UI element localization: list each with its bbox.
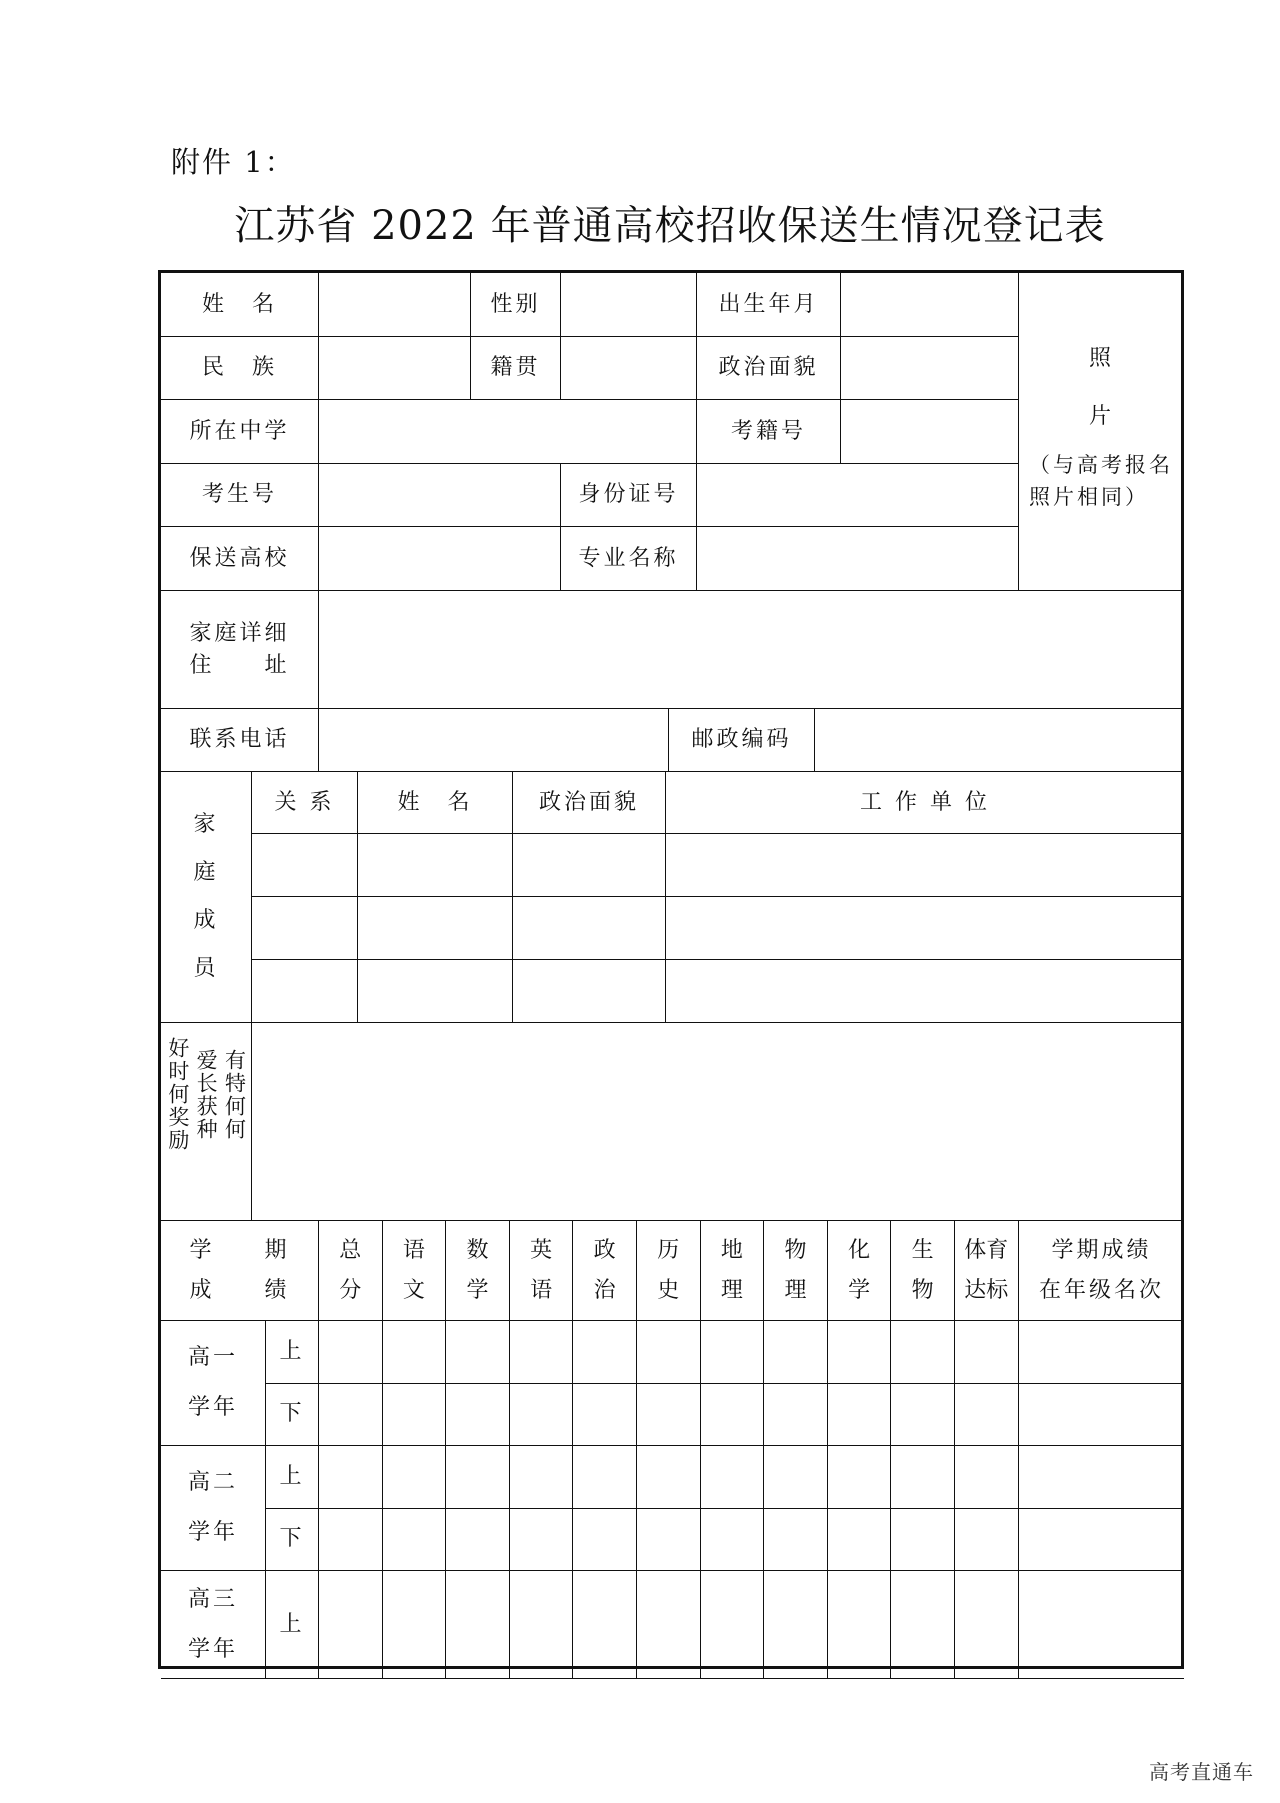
subject-header-line2: 理	[784, 1277, 807, 1303]
hobbies-col: 有特何何	[222, 1048, 247, 1141]
grade-input[interactable]	[510, 1384, 574, 1447]
grade-input[interactable]	[319, 1384, 383, 1447]
subject-header	[828, 1221, 892, 1321]
term-label: 上	[266, 1571, 319, 1679]
grade-input[interactable]	[446, 1384, 510, 1447]
subject-header-line1: 语	[402, 1237, 425, 1263]
exam-reg-label: 考籍号	[697, 400, 841, 464]
family-relation-input[interactable]	[252, 834, 358, 897]
family-name-input[interactable]	[358, 834, 513, 897]
grade-input[interactable]	[891, 1509, 955, 1572]
photo-label-2: 片	[1088, 403, 1114, 429]
family-name-input[interactable]	[358, 897, 513, 960]
subject-header-line2: 语	[530, 1277, 553, 1303]
grade-input[interactable]	[764, 1509, 828, 1572]
subject-header	[955, 1221, 1019, 1321]
grade-input[interactable]	[573, 1571, 637, 1679]
native-place-input[interactable]	[561, 337, 697, 400]
university-label: 保送高校	[161, 527, 319, 591]
major-label: 专业名称	[561, 527, 697, 591]
grade-input[interactable]	[637, 1321, 701, 1384]
family-header-workplace: 工 作 单 位	[666, 772, 1184, 834]
hobbies-input[interactable]	[252, 1023, 1184, 1221]
subject-header-line1: 政	[593, 1237, 616, 1263]
grade-input[interactable]	[637, 1446, 701, 1509]
family-header-relation: 关 系	[252, 772, 358, 834]
grade-input[interactable]	[701, 1321, 765, 1384]
grades-label	[161, 1221, 319, 1321]
term-label: 下	[266, 1384, 319, 1447]
grade-input[interactable]	[510, 1321, 574, 1384]
term-label: 下	[266, 1509, 319, 1572]
subject-header	[891, 1221, 955, 1321]
grade-input[interactable]	[510, 1446, 574, 1509]
address-label-line1: 家庭详细	[189, 620, 290, 646]
family-label-char: 员	[193, 955, 219, 981]
postcode-input[interactable]	[815, 709, 1184, 772]
grade-input[interactable]	[319, 1446, 383, 1509]
school-input[interactable]	[319, 400, 697, 464]
year-label	[161, 1321, 266, 1446]
birth-label: 出生年月	[697, 273, 841, 337]
year-label	[161, 1446, 266, 1571]
family-relation-input[interactable]	[252, 960, 358, 1023]
rank-header	[1019, 1221, 1184, 1321]
subject-header	[637, 1221, 701, 1321]
subject-header-line2: 史	[657, 1277, 680, 1303]
grade-input[interactable]	[510, 1571, 574, 1679]
birth-input[interactable]	[841, 273, 1019, 337]
year-label	[161, 1571, 266, 1679]
phone-label: 联系电话	[161, 709, 319, 772]
year-label-line2: 学年	[187, 1395, 238, 1420]
ethnicity-label: 民 族	[161, 337, 319, 400]
grade-input[interactable]	[891, 1384, 955, 1447]
address-input[interactable]	[319, 591, 1184, 709]
native-place-label: 籍贯	[471, 337, 561, 400]
postcode-label: 邮政编码	[669, 709, 815, 772]
hobbies-col: 爱长获种	[194, 1048, 219, 1141]
subject-header	[701, 1221, 765, 1321]
candidate-no-label: 考生号	[161, 464, 319, 527]
political-label: 政治面貌	[697, 337, 841, 400]
grade-input[interactable]	[764, 1446, 828, 1509]
registration-form	[158, 270, 1184, 1669]
grade-input[interactable]	[764, 1384, 828, 1447]
subject-header	[446, 1221, 510, 1321]
rank-input[interactable]	[1019, 1571, 1184, 1679]
subject-header	[319, 1221, 383, 1321]
grade-input[interactable]	[701, 1384, 765, 1447]
gender-input[interactable]	[561, 273, 697, 337]
university-input[interactable]	[319, 527, 561, 591]
family-relation-input[interactable]	[252, 897, 358, 960]
hobbies-col: 好时何奖励	[165, 1037, 190, 1152]
grade-input[interactable]	[319, 1321, 383, 1384]
photo-label-1: 照	[1088, 346, 1114, 371]
ethnicity-input[interactable]	[319, 337, 471, 400]
grade-input[interactable]	[955, 1509, 1019, 1572]
grade-input[interactable]	[446, 1446, 510, 1509]
phone-input[interactable]	[319, 709, 669, 772]
family-label-char: 庭	[193, 860, 219, 886]
grade-input[interactable]	[828, 1321, 892, 1384]
grade-input[interactable]	[383, 1571, 447, 1679]
grade-input[interactable]	[383, 1446, 447, 1509]
grade-input[interactable]	[446, 1571, 510, 1679]
photo-note: （与高考报名照片相同）	[1029, 452, 1173, 510]
hobbies-label	[161, 1023, 252, 1221]
political-input[interactable]	[841, 337, 1019, 400]
grades-label-line2: 成 绩	[189, 1277, 290, 1303]
rank-header-line1: 学期成绩	[1051, 1237, 1152, 1263]
subject-header-line2: 物	[911, 1277, 934, 1303]
family-label-char: 家	[193, 812, 219, 838]
subject-header-line2: 治	[593, 1277, 616, 1303]
family-political-input[interactable]	[513, 897, 666, 960]
subject-header	[764, 1221, 828, 1321]
subject-header-line1: 数	[466, 1237, 489, 1263]
family-workplace-input[interactable]	[666, 960, 1184, 1023]
grade-input[interactable]	[383, 1321, 447, 1384]
subject-header-line2: 分	[339, 1277, 362, 1303]
subject-header-line1: 物	[784, 1237, 807, 1263]
family-workplace-input[interactable]	[666, 897, 1184, 960]
grade-input[interactable]	[955, 1321, 1019, 1384]
family-political-input[interactable]	[513, 834, 666, 897]
subject-header-line1: 化	[848, 1237, 871, 1263]
grade-input[interactable]	[828, 1571, 892, 1679]
year-label-line1: 高二	[187, 1470, 238, 1496]
rank-header-line2: 在年级名次	[1038, 1277, 1164, 1303]
subject-header-line2: 学	[848, 1277, 871, 1303]
family-name-input[interactable]	[358, 960, 513, 1023]
grade-input[interactable]	[573, 1509, 637, 1572]
grade-input[interactable]	[573, 1321, 637, 1384]
grade-input[interactable]	[891, 1446, 955, 1509]
family-header-name: 姓 名	[358, 772, 513, 834]
subject-header-line2: 理	[720, 1277, 743, 1303]
subject-header-line1: 历	[657, 1237, 680, 1263]
subject-header-line1: 地	[720, 1237, 743, 1263]
grade-input[interactable]	[955, 1384, 1019, 1447]
family-header-political: 政治面貌	[513, 772, 666, 834]
grade-input[interactable]	[701, 1446, 765, 1509]
grade-input[interactable]	[446, 1321, 510, 1384]
grade-input[interactable]	[383, 1509, 447, 1572]
name-label: 姓 名	[161, 273, 319, 337]
subject-header-line2: 达标	[964, 1277, 1009, 1303]
page-title: 江苏省 2022 年普通高校招收保送生情况登记表	[234, 203, 1106, 249]
address-label	[161, 591, 319, 709]
grades-label-line1: 学 期	[189, 1237, 290, 1263]
subject-header	[383, 1221, 447, 1321]
year-label-line2: 学年	[187, 1520, 238, 1545]
grade-input[interactable]	[955, 1446, 1019, 1509]
grade-input[interactable]	[891, 1321, 955, 1384]
grade-input[interactable]	[383, 1384, 447, 1447]
watermark: 高考直通车	[1149, 1760, 1254, 1784]
grade-input[interactable]	[828, 1509, 892, 1572]
family-label-char: 成	[193, 908, 219, 933]
family-political-input[interactable]	[513, 960, 666, 1023]
term-label: 上	[266, 1446, 319, 1509]
family-workplace-input[interactable]	[666, 834, 1184, 897]
subject-header-line2: 学	[466, 1277, 489, 1303]
term-label: 上	[266, 1321, 319, 1384]
year-label-line2: 学年	[187, 1636, 238, 1662]
rank-input[interactable]	[1019, 1446, 1184, 1509]
candidate-no-input[interactable]	[319, 464, 561, 527]
rank-input[interactable]	[1019, 1384, 1184, 1447]
gender-label: 性别	[471, 273, 561, 337]
grade-input[interactable]	[828, 1384, 892, 1447]
grade-input[interactable]	[701, 1571, 765, 1679]
name-input[interactable]	[319, 273, 471, 337]
subject-header-line1: 体育	[964, 1237, 1009, 1263]
grade-input[interactable]	[828, 1446, 892, 1509]
year-label-line1: 高三	[187, 1586, 238, 1612]
subject-header	[573, 1221, 637, 1321]
grade-input[interactable]	[955, 1571, 1019, 1679]
major-input[interactable]	[697, 527, 1019, 591]
grade-input[interactable]	[891, 1571, 955, 1679]
grade-input[interactable]	[573, 1384, 637, 1447]
attachment-label: 附件 1：	[171, 145, 296, 179]
subject-header-line1: 总	[339, 1237, 362, 1263]
grade-input[interactable]	[319, 1571, 383, 1679]
subject-header-line2: 文	[402, 1277, 425, 1303]
grade-input[interactable]	[573, 1446, 637, 1509]
hobbies-label-text	[163, 1037, 248, 1152]
address-label-line2: 住 址	[189, 652, 290, 678]
grade-input[interactable]	[764, 1571, 828, 1679]
grade-input[interactable]	[510, 1509, 574, 1572]
rank-input[interactable]	[1019, 1509, 1184, 1572]
subject-header-line1: 英	[530, 1237, 553, 1263]
year-label-line1: 高一	[187, 1345, 238, 1371]
grade-input[interactable]	[446, 1509, 510, 1572]
family-label	[161, 772, 252, 1023]
grade-input[interactable]	[637, 1571, 701, 1679]
school-label: 所在中学	[161, 400, 319, 464]
subject-header	[510, 1221, 574, 1321]
id-label: 身份证号	[561, 464, 697, 527]
grade-input[interactable]	[637, 1384, 701, 1447]
exam-reg-input[interactable]	[841, 400, 1019, 464]
id-input[interactable]	[697, 464, 1019, 527]
grade-input[interactable]	[637, 1509, 701, 1572]
rank-input[interactable]	[1019, 1321, 1184, 1384]
grade-input[interactable]	[701, 1509, 765, 1572]
grade-input[interactable]	[764, 1321, 828, 1384]
photo-box[interactable]	[1019, 273, 1184, 591]
subject-header-line1: 生	[911, 1237, 934, 1263]
grade-input[interactable]	[319, 1509, 383, 1572]
